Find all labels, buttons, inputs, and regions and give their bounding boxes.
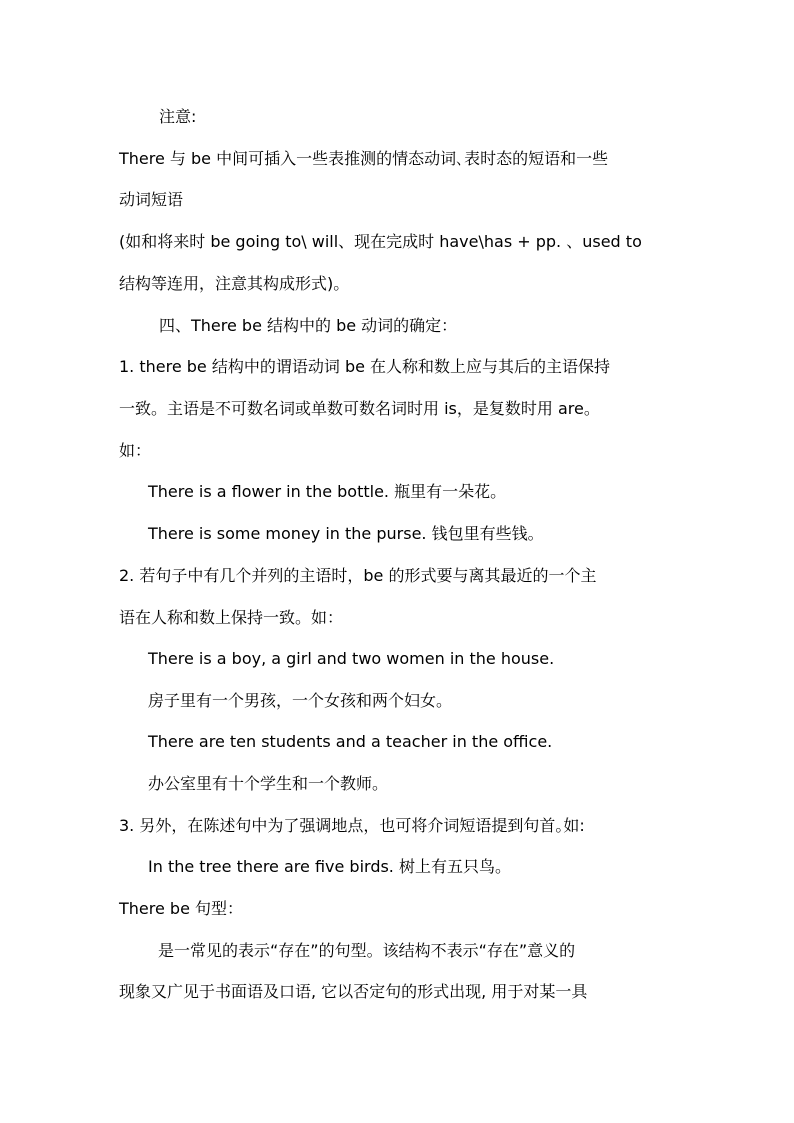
- paragraph-line: (如和将来时 be going to\ will、现在完成时 have\has + pp. 、used to: [119, 232, 642, 251]
- note-heading: 注意:: [159, 107, 197, 126]
- paragraph-line: 动词短语: [119, 190, 184, 209]
- paragraph-line: 语在人称和数上保持一致。如：: [119, 608, 344, 627]
- example-line: There is a flower in the bottle. 瓶里有一朵花。: [148, 482, 507, 501]
- subheading: There be 句型：: [119, 899, 244, 918]
- example-line: 房子里有一个男孩，一个女孩和两个妇女。: [148, 691, 453, 710]
- paragraph-line: 如：: [119, 441, 152, 460]
- paragraph-line: 是一常见的表示“存在”的句型。该结构不表示“存在”意义的: [158, 941, 576, 960]
- paragraph-line: 3. 另外，在陈述句中为了强调地点，也可将介词短语提到句首｡如:: [119, 816, 585, 835]
- section-heading: 四、There be 结构中的 be 动词的确定：: [159, 316, 458, 335]
- paragraph-line: There 与 be 中间可插入一些表推测的情态动词､表时态的短语和一些: [119, 149, 609, 168]
- example-line: In the tree there are five birds. 树上有五只鸟。: [148, 857, 511, 876]
- example-line: There is a boy, a girl and two women in the house.: [148, 649, 555, 668]
- example-line: There is some money in the purse. 钱包里有些钱。: [148, 524, 544, 543]
- example-line: 办公室里有十个学生和一个教师。: [148, 774, 389, 793]
- paragraph-line: 现象又广见于书面语及口语, 它以否定句的形式出现, 用于对某一具: [119, 982, 588, 1001]
- example-line: There are ten students and a teacher in the office.: [148, 732, 553, 751]
- paragraph-line: 结构等连用，注意其构成形式)。: [119, 274, 350, 293]
- paragraph-line: 一致。主语是不可数名词或单数可数名词时用 is，是复数时用 are。: [119, 399, 600, 418]
- paragraph-line: 2. 若句子中有几个并列的主语时，be 的形式要与离其最近的一个主: [119, 566, 597, 585]
- paragraph-line: 1. there be 结构中的谓语动词 be 在人称和数上应与其后的主语保持: [119, 357, 611, 376]
